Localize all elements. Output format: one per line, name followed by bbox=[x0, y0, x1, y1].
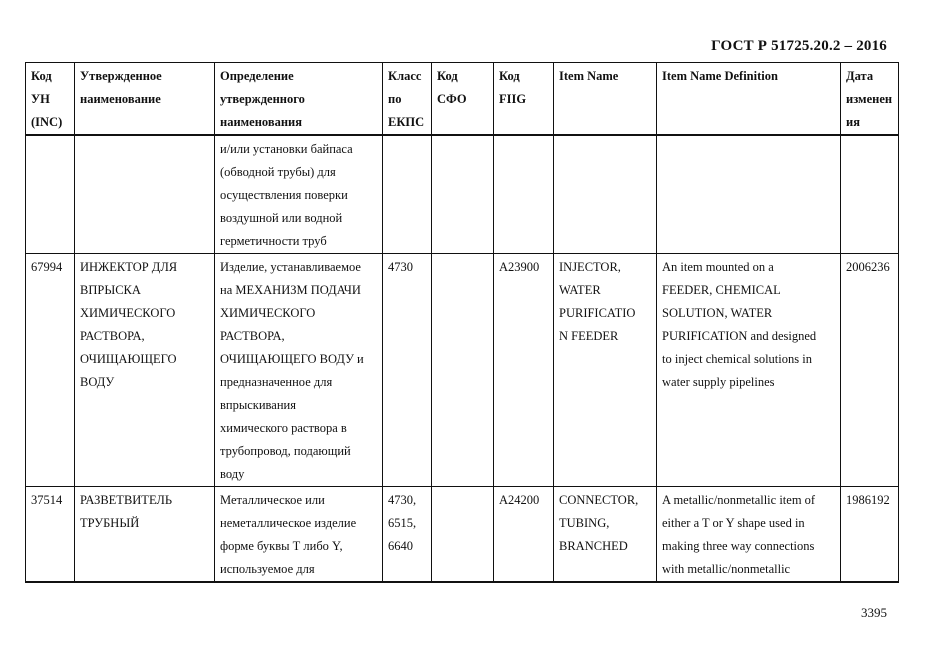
header-line: Код bbox=[437, 69, 458, 83]
catalog-table bbox=[25, 62, 899, 583]
table-cell bbox=[383, 254, 432, 487]
table-cell bbox=[432, 487, 494, 583]
header-line: Дата bbox=[846, 69, 874, 83]
col-header-approved-name bbox=[75, 63, 215, 136]
table-row bbox=[26, 135, 899, 254]
table-cell bbox=[494, 487, 554, 583]
header-line: Утвержденное bbox=[80, 69, 162, 83]
document-standard-title: ГОСТ Р 51725.20.2 – 2016 bbox=[711, 38, 887, 54]
header-line: наименование bbox=[80, 92, 161, 106]
table-cell bbox=[554, 135, 657, 254]
cell-line: трубопровод, подающий bbox=[220, 444, 351, 458]
header-line: изменен bbox=[846, 92, 893, 106]
table-cell bbox=[841, 254, 899, 487]
col-header-item-definition bbox=[657, 63, 841, 136]
table-cell bbox=[494, 135, 554, 254]
table-cell bbox=[554, 254, 657, 487]
cell-line: 6515, bbox=[388, 516, 417, 530]
cell-line: ВОДУ bbox=[80, 375, 115, 389]
table-body bbox=[26, 135, 899, 582]
cell-line: to inject chemical solutions in bbox=[662, 352, 812, 366]
header-line: (INC) bbox=[31, 115, 63, 129]
cell-line: SOLUTION, WATER bbox=[662, 306, 773, 320]
col-header-sfo-code bbox=[432, 63, 494, 136]
table-cell bbox=[657, 135, 841, 254]
cell-line: making three way connections bbox=[662, 539, 815, 553]
cell-line: water supply pipelines bbox=[662, 375, 775, 389]
header-line: Item Name bbox=[559, 69, 619, 83]
cell-line: TUBING, bbox=[559, 516, 610, 530]
table-cell bbox=[215, 487, 383, 583]
page-number: 3395 bbox=[861, 605, 887, 620]
cell-line: используемое для bbox=[220, 562, 315, 576]
cell-line: 6640 bbox=[388, 539, 413, 553]
cell-line: ОЧИЩАЮЩЕГО ВОДУ и bbox=[220, 352, 364, 366]
cell-line: 1986192 bbox=[846, 493, 890, 507]
cell-line: РАЗВЕТВИТЕЛЬ bbox=[80, 493, 173, 507]
cell-line: BRANCHED bbox=[559, 539, 628, 553]
table-row bbox=[26, 254, 899, 487]
cell-line: WATER bbox=[559, 283, 601, 297]
table-cell bbox=[383, 135, 432, 254]
cell-line: неметаллическое изделие bbox=[220, 516, 357, 530]
cell-line: осуществления поверки bbox=[220, 188, 348, 202]
table-cell bbox=[554, 487, 657, 583]
table-row bbox=[26, 487, 899, 583]
cell-line: предназначенное для bbox=[220, 375, 333, 389]
table-cell bbox=[75, 487, 215, 583]
cell-line: CONNECTOR, bbox=[559, 493, 639, 507]
cell-line: воду bbox=[220, 467, 245, 481]
cell-line: впрыскивания bbox=[220, 398, 296, 412]
header-line: СФО bbox=[437, 92, 467, 106]
table-cell bbox=[26, 135, 75, 254]
col-header-ekps-class bbox=[383, 63, 432, 136]
header-line: Код bbox=[31, 69, 52, 83]
table-cell bbox=[657, 254, 841, 487]
table-cell bbox=[215, 135, 383, 254]
cell-line: и/или установки байпаса bbox=[220, 142, 353, 156]
table-cell bbox=[26, 254, 75, 487]
cell-line: Изделие, устанавливаемое bbox=[220, 260, 361, 274]
cell-line: РАСТВОРА, bbox=[220, 329, 285, 343]
header-line: ЕКПС bbox=[388, 115, 425, 129]
table-cell bbox=[657, 487, 841, 583]
col-header-item-name bbox=[554, 63, 657, 136]
table-cell bbox=[432, 135, 494, 254]
col-header-change-date bbox=[841, 63, 899, 136]
header-line: FIIG bbox=[499, 92, 527, 106]
cell-line: An item mounted on a bbox=[662, 260, 774, 274]
cell-line: either a T or Y shape used in bbox=[662, 516, 805, 530]
table-cell bbox=[75, 135, 215, 254]
table-cell bbox=[215, 254, 383, 487]
cell-line: with metallic/nonmetallic bbox=[662, 562, 791, 576]
cell-line: INJECTOR, bbox=[559, 260, 621, 274]
cell-line: 37514 bbox=[31, 493, 63, 507]
header-line: ия bbox=[846, 115, 860, 129]
table-cell bbox=[841, 135, 899, 254]
cell-line: ИНЖЕКТОР ДЛЯ bbox=[80, 260, 178, 274]
table-cell bbox=[75, 254, 215, 487]
header-line: наименования bbox=[220, 115, 303, 129]
header-line: Класс bbox=[388, 69, 422, 83]
cell-line: воздушной или водной bbox=[220, 211, 343, 225]
cell-line: PURIFICATION and designed bbox=[662, 329, 817, 343]
cell-line: N FEEDER bbox=[559, 329, 619, 343]
cell-line: на МЕХАНИЗМ ПОДАЧИ bbox=[220, 283, 361, 297]
table-cell bbox=[841, 487, 899, 583]
cell-line: A24200 bbox=[499, 493, 540, 507]
cell-line: FEEDER, CHEMICAL bbox=[662, 283, 781, 297]
table-cell bbox=[494, 254, 554, 487]
header-line: Код bbox=[499, 69, 520, 83]
cell-line: химического раствора в bbox=[220, 421, 347, 435]
cell-line: ОЧИЩАЮЩЕГО bbox=[80, 352, 177, 366]
cell-line: A metallic/nonmetallic item of bbox=[662, 493, 816, 507]
cell-line: форме буквы Т либо Y, bbox=[220, 539, 343, 553]
header-row bbox=[26, 63, 899, 136]
cell-line: 4730 bbox=[388, 260, 413, 274]
col-header-definition bbox=[215, 63, 383, 136]
header-line: Определение bbox=[220, 69, 294, 83]
cell-line: 67994 bbox=[31, 260, 63, 274]
cell-line: РАСТВОРА, bbox=[80, 329, 145, 343]
header-line: утвержденного bbox=[220, 92, 305, 106]
cell-line: 2006236 bbox=[846, 260, 890, 274]
col-header-fiig-code bbox=[494, 63, 554, 136]
cell-line: (обводной трубы) для bbox=[220, 165, 336, 179]
cell-line: Металлическое или bbox=[220, 493, 325, 507]
cell-line: герметичности труб bbox=[220, 234, 327, 248]
cell-line: PURIFICATIO bbox=[559, 306, 636, 320]
cell-line: 4730, bbox=[388, 493, 417, 507]
cell-line: ХИМИЧЕСКОГО bbox=[80, 306, 176, 320]
cell-line: ВПРЫСКА bbox=[80, 283, 141, 297]
header-line: по bbox=[388, 92, 402, 106]
header-line: Item Name Definition bbox=[662, 69, 778, 83]
col-header-inc-code bbox=[26, 63, 75, 136]
table-cell bbox=[26, 487, 75, 583]
table-cell bbox=[432, 254, 494, 487]
cell-line: A23900 bbox=[499, 260, 540, 274]
table-cell bbox=[383, 487, 432, 583]
cell-line: ТРУБНЫЙ bbox=[80, 516, 140, 530]
table-header bbox=[26, 63, 899, 136]
cell-line: ХИМИЧЕСКОГО bbox=[220, 306, 316, 320]
header-line: УН bbox=[31, 92, 50, 106]
